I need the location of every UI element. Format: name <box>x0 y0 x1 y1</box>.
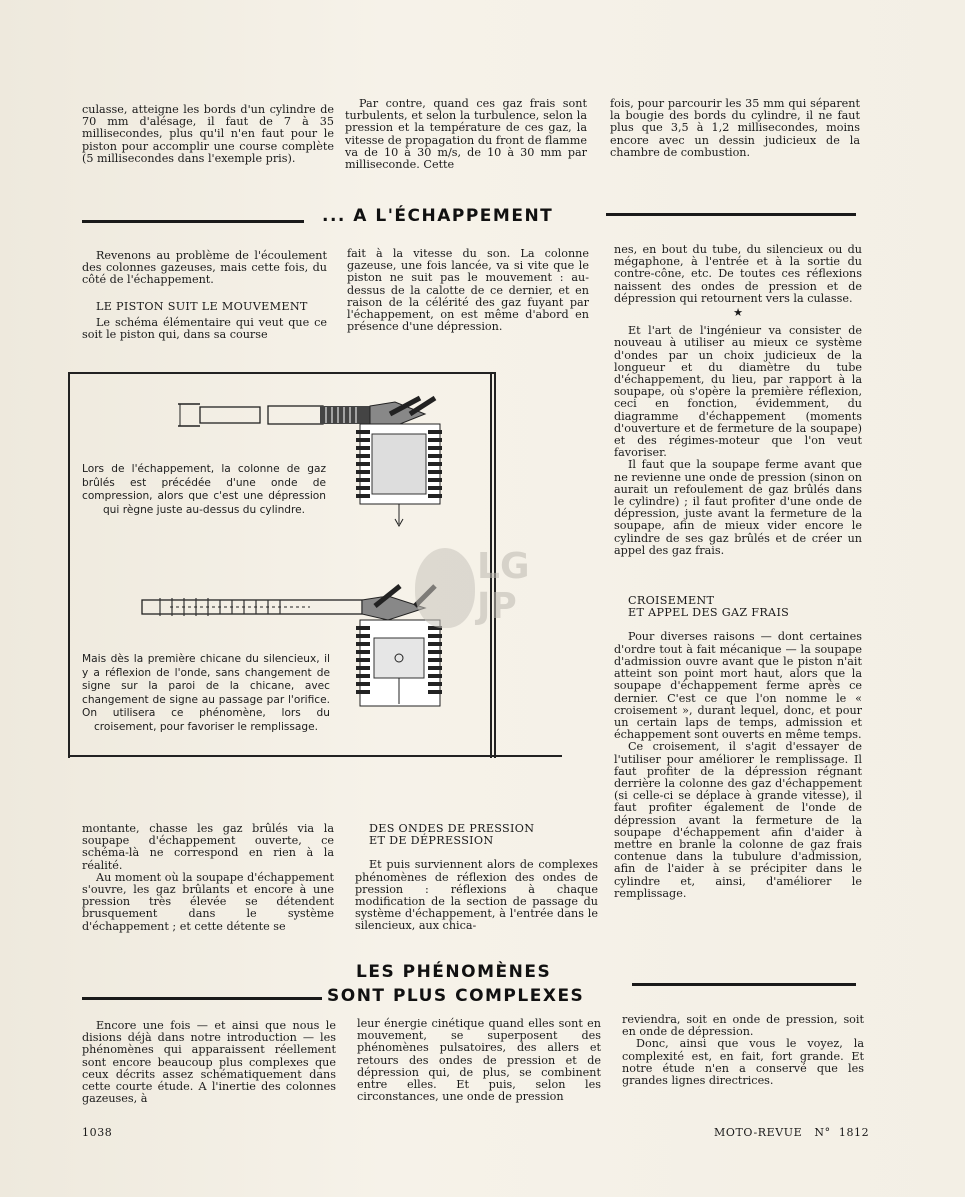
section1-column-1 <box>82 250 327 341</box>
bottom-column-3 <box>622 1014 864 1087</box>
subheading-piston: LE PISTON SUIT LE MOUVEMENT <box>96 299 308 313</box>
subheading-croisement: CROISEMENT <box>628 594 715 608</box>
watermark-text-1: LG <box>477 546 530 587</box>
heading2-rule-right <box>632 983 856 986</box>
top-column-3 <box>610 98 860 159</box>
figure-caption-2: Mais dès la première chicane du silencieux, il y a réflexion de l'onde, sans changement de signe sur la paroi de la chicane, avec changement de signe au passage par l'orifice. On utilisera ce phénomène, lors du croisement, pour favoriser le remplissage. <box>82 653 330 733</box>
paragraph: culasse, atteigne les bords d'un cylindre de 70 mm d'alésage, il faut de 7 à 35 millisecondes, plus qu'il n'en faut pour le piston pour accomplir une course complète (5 millisecondes dans l'exemple pris). <box>82 103 334 165</box>
footer-magazine <box>714 1126 869 1139</box>
section-heading-echappement: ... A L'ÉCHAPPEMENT <box>322 206 554 226</box>
heading-rule-left <box>82 220 304 223</box>
bottom-column-2 <box>357 1018 601 1103</box>
figure-frame-bottom <box>68 755 562 757</box>
paragraph: fois, pour parcourir les 35 mm qui séparent la bougie des bords du cylindre, il ne faut plus que 3,5 à 1,2 millisecondes, moins encore avec un dessin judicieux de la chambre de combustion. <box>610 97 860 159</box>
paragraph: Au moment où la soupape d'échappement s'ouvre, les gaz brûlants et encore à une pression très élevée se détendent brusquement dans le système d'échappement ; et cette détente se <box>82 870 334 933</box>
section-heading-phenomenes: LES PHÉNOMÈNES <box>356 962 552 982</box>
paragraph: montante, chasse les gaz brûlés via la soupape d'échappement ouverte, ce schéma-là ne correspond en rien à la réalité. <box>82 822 334 872</box>
separator-star: ★ <box>733 306 743 320</box>
section-heading-complexes: SONT PLUS COMPLEXES <box>327 986 585 1006</box>
issue-label: N° <box>814 1126 831 1139</box>
paragraph: leur énergie cinétique quand elles sont en mouvement, se superposent des phénomènes pulsatoires, des allers et retours des ondes de pression et de dépression qui, de plus, se combinent entre elles. Et puis, selon les circonstances, une onde de pression <box>357 1017 601 1104</box>
paragraph: Donc, ainsi que vous le voyez, la complexité est, en fait, fort grande. Et notre étude n'en a conservé que les grandes lignes directrices. <box>622 1037 864 1088</box>
heading2-rule-left <box>82 997 322 1000</box>
top-column-2 <box>345 98 587 171</box>
paragraph: nes, en bout du tube, du silencieux ou du mégaphone, à l'entrée et à la sortie du contre-cône, etc. De toutes ces réflexions naissent des ondes de pression et de dépression qui retournent vers la culasse. <box>614 243 862 305</box>
figure-caption-1: Lors de l'échappement, la colonne de gaz brûlés est précédée d'une onde de compression, alors que c'est une dépression qui règne juste au-dessus du cylindre. <box>82 463 326 516</box>
section1-column-2 <box>347 248 589 333</box>
lower-column-2 <box>355 823 598 933</box>
heading-rule-right <box>606 213 856 216</box>
subheading-appel: ET APPEL DES GAZ FRAIS <box>628 606 790 620</box>
watermark-text-2: JP <box>477 586 517 627</box>
figure-frame-right <box>490 372 492 758</box>
bottom-column-1 <box>82 1020 336 1105</box>
page-number: 1038 <box>82 1126 113 1139</box>
magazine-title: MOTO-REVUE <box>714 1126 803 1139</box>
paragraph: Et puis surviennent alors de complexes phénomènes de réflexion des ondes de pression : réflexions à chaque modification de la section de passage du système d'échappement, à l'entrée dans le silencieux, aux chica- <box>355 858 598 933</box>
paragraph: Pour diverses raisons — dont certaines d'ordre tout à fait mécanique — la soupape d'admission ouvre avant que le piston n'ait atteint son point mort haut, alors que la soupape d'échappement ferme après ce dernier. C'est ce que l'on nomme le « croisement », durant lequel, donc, et pour un certain laps de temps, admission et échappement sont ouverts en même temps. <box>614 630 862 742</box>
top-column-1 <box>82 104 334 165</box>
paragraph: reviendra, soit en onde de pression, soit en onde de dépression. <box>622 1013 864 1039</box>
section1-column-3 <box>614 244 862 900</box>
paragraph: Il faut que la soupape ferme avant que ne revienne une onde de pression (sinon on aurait un refoulement de gaz brûlés dans le cylindre) ; il faut profiter d'une onde de dépression, juste avant la fermeture de la soupape, afin de mieux vider encore le cylindre de ses gaz brûlés et de créer un appel des gaz frais. <box>614 458 862 557</box>
paragraph: Ce croisement, il s'agit d'essayer de l'utiliser pour améliorer le remplissage. Il faut profiter de la dépression régnant derrière la colonne des gaz d'échappement (si celle-ci se déplace à grande vitesse), il faut profiter également de l'onde de dépression avant la fermeture de la soupape d'échappement afin d'aider à mettre en branle la colonne de gaz frais contenue dans la tubulure d'admission, afin de l'aider à se précipiter dans le cylindre et, ainsi, d'améliorer le remplissage. <box>614 740 862 900</box>
paragraph: Et l'art de l'ingénieur va consister de nouveau à utiliser au mieux ce système d'ondes par un choix judicieux de la longueur et du diamètre du tube d'échappement, du lieu, par rapport à la soupape, où s'opère la première réflexion, ceci en fonction, évidemment, du diagramme d'échappement (moments d'ouverture et de fermeture de la soupape) et des régimes-moteur que l'on veut favoriser. <box>614 324 862 460</box>
subheading-ondes: DES ONDES DE PRESSION <box>369 822 535 835</box>
paragraph: Par contre, quand ces gaz frais sont turbulents, et selon la turbulence, selon la pression et la température de ces gaz, la vitesse de propagation du front de flamme va de 10 à 30 m/s, de 10 à 30 mm par milliseconde. Cette <box>345 97 587 172</box>
paragraph: Revenons au problème de l'écoulement des colonnes gazeuses, mais cette fois, du côté de l'échappement. <box>82 249 327 287</box>
subheading-depression: ET DE DÉPRESSION <box>369 834 494 848</box>
paragraph: Le schéma élémentaire qui veut que ce soit le piston qui, dans sa course <box>82 315 327 342</box>
issue-number: 1812 <box>838 1126 870 1139</box>
paragraph: Encore une fois — et ainsi que nous le disions déjà dans notre introduction — les phénomènes qui apparaissent réellement sont encore beaucoup plus complexes que ceux décrits assez schématiquement dans cette courte étude. A l'inertie des colonnes gazeuses, à <box>82 1019 336 1106</box>
lower-column-1 <box>82 823 334 933</box>
paragraph: fait à la vitesse du son. La colonne gazeuse, une fois lancée, va si vite que le piston ne suit pas le mouvement : au-dessus de la calotte de ce dernier, et en raison de la célérité des gaz fuyant par l'échappement, on est même d'abord en présence d'une dépression. <box>347 247 589 334</box>
